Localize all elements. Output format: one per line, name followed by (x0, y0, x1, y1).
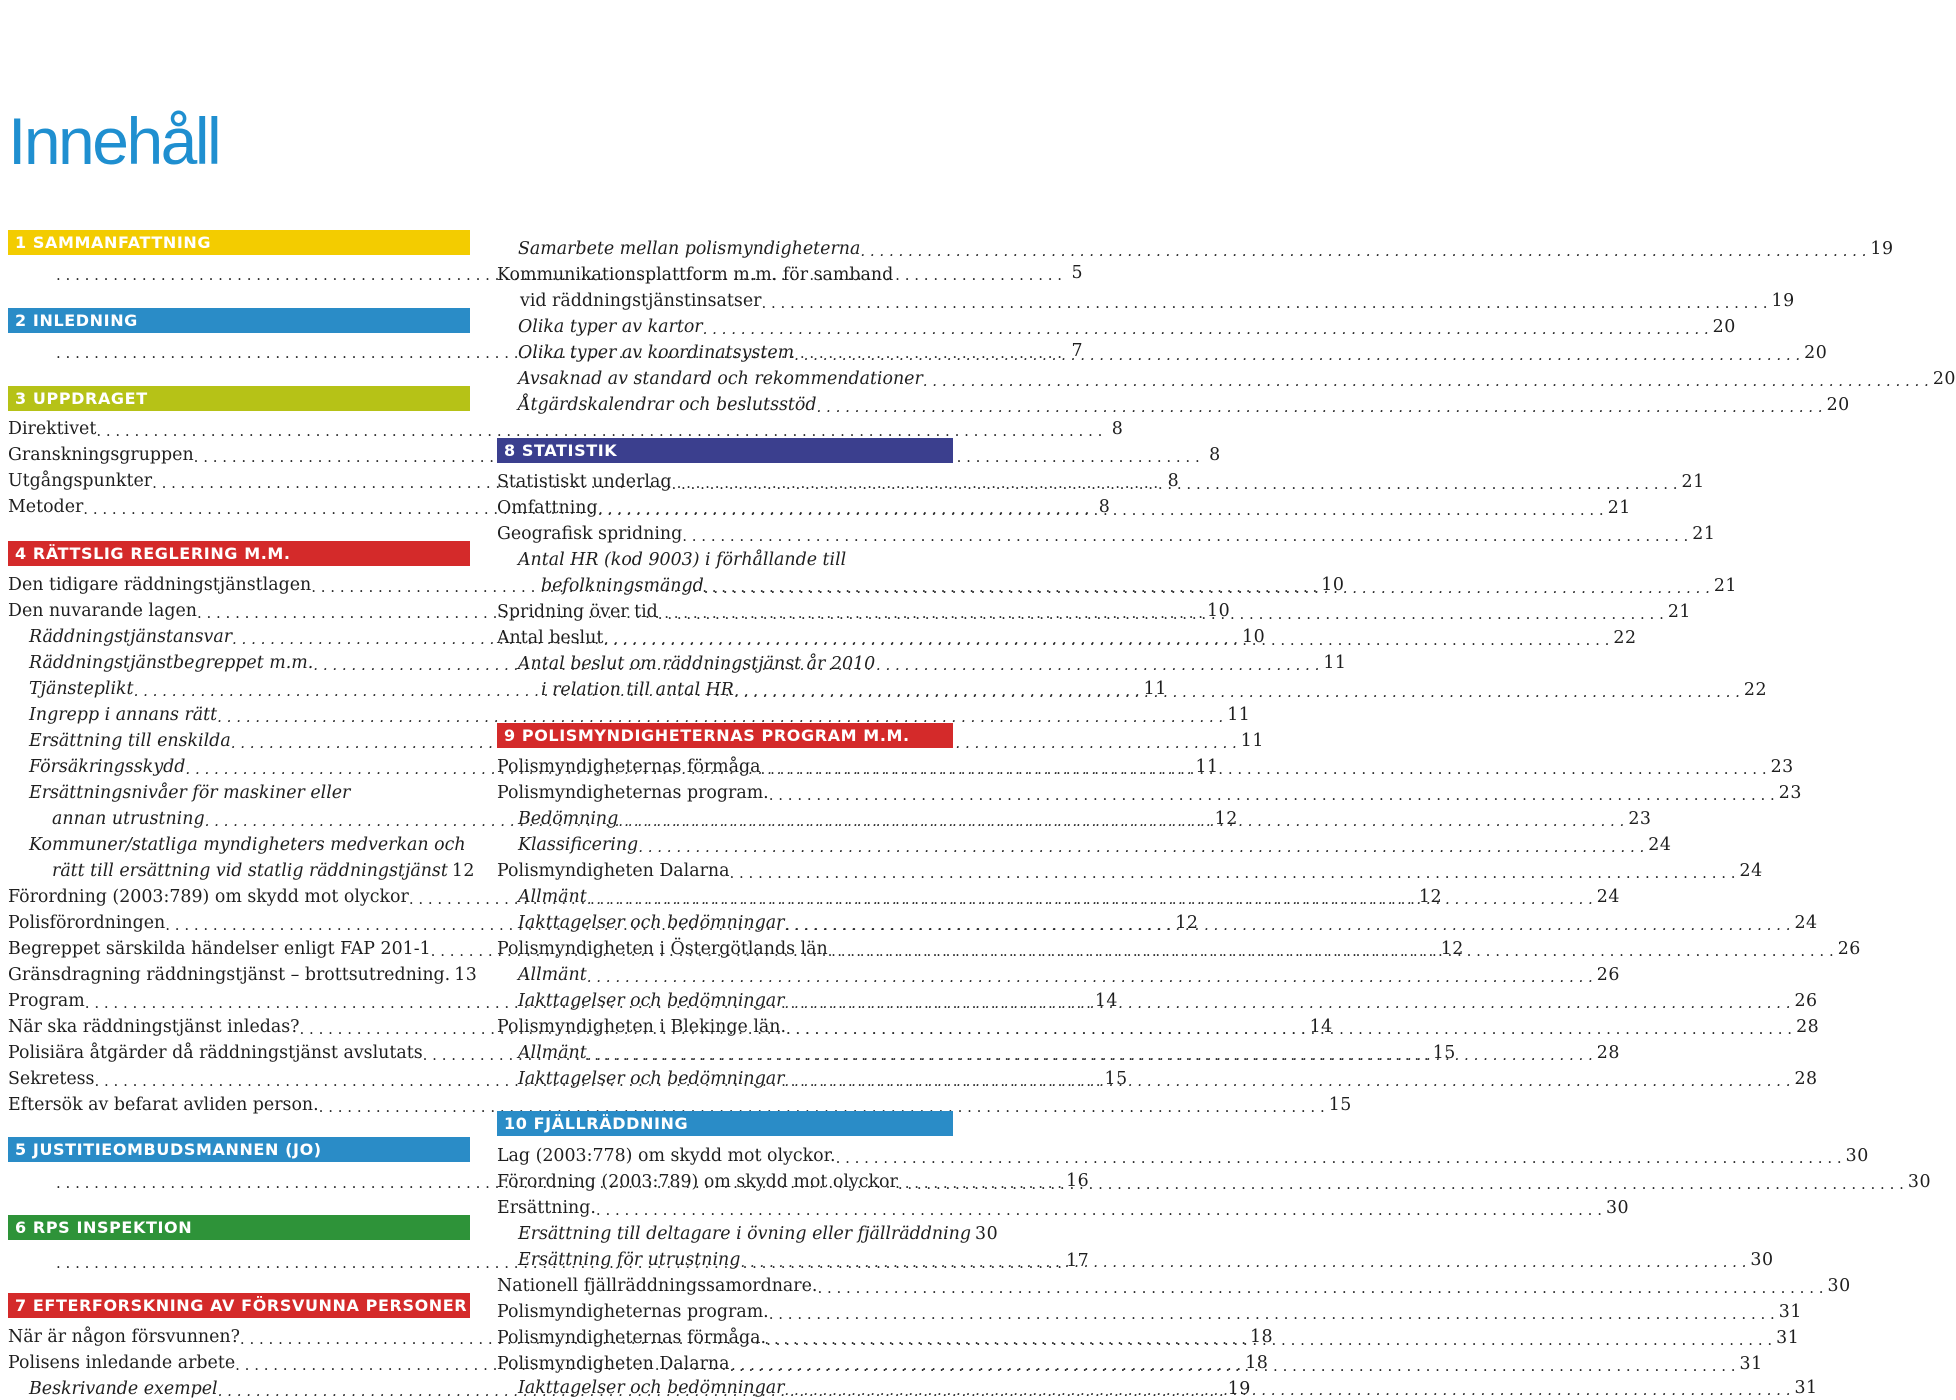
page-number: 30 (1605, 1198, 1630, 1218)
page-number: 30 (1750, 1250, 1774, 1270)
leader-dots (638, 838, 1644, 856)
leader-dots (587, 1046, 1593, 1064)
leader-dots (734, 683, 1740, 701)
entry-label: Polisförordningen (8, 913, 166, 933)
entry-label: Olika typer av kartor (518, 317, 703, 337)
entry-label: Försäkringsskydd (29, 757, 186, 777)
toc-entry[interactable] (497, 519, 1716, 545)
entry-label: När ska räddningstjänst inledas? (8, 1017, 300, 1037)
page-number: 12 (1440, 939, 1464, 959)
page-number: 12 (1418, 887, 1443, 907)
entry-label: Polismyndigheten i Östergötlands län (497, 939, 828, 959)
entry-label: Polismyndigheternas program. (497, 1302, 769, 1322)
section-heading-sammanfattning[interactable]: 1 SAMMANFATTNING (8, 230, 470, 255)
entry-label: Polisiära åtgärder då räddningstjänst avslutats (8, 1043, 423, 1063)
leader-dots (761, 760, 1767, 778)
entry-label: Beskrivande exempel (29, 1379, 218, 1399)
leader-dots (603, 631, 1609, 649)
page-number: 19 (1870, 239, 1894, 259)
leader-dots (704, 579, 1710, 597)
page-number: 22 (1743, 680, 1768, 700)
toc-subentry[interactable] (497, 312, 1736, 338)
toc-entry[interactable] (497, 856, 1763, 882)
leader-dots (794, 346, 1800, 364)
entry-label: Polismyndigheternas förmåga (497, 757, 761, 777)
leader-dots (587, 968, 1593, 986)
page-number: 24 (1794, 913, 1818, 933)
leader-dots (761, 294, 1767, 312)
page-number: 11 (1195, 757, 1219, 777)
leader-dots (598, 501, 1604, 519)
toc-subentry-line1[interactable]: Kommuner/statliga myndigheters medverkan och (29, 835, 466, 855)
page-number: 24 (1596, 887, 1620, 907)
section-heading-rps-inspektion[interactable]: 6 RPS INSPEKTION (8, 1215, 470, 1240)
page-number: 16 (1066, 1171, 1090, 1191)
leader-dots (860, 242, 1866, 260)
entry-label: Polismyndigheternas förmåga. (497, 1328, 767, 1348)
entry-label: Ersättning för utrustning (518, 1250, 741, 1270)
toc-entry[interactable] (497, 1297, 1802, 1323)
page-number: 30 (1845, 1146, 1869, 1166)
page-number: 15 (1432, 1043, 1456, 1063)
leader-dots (817, 398, 1823, 416)
toc-entry[interactable] (497, 1271, 1851, 1297)
page-number: 19 (1227, 1379, 1251, 1399)
toc-entry[interactable] (497, 286, 1795, 312)
page-title: Innehåll (8, 104, 220, 178)
leader-dots (769, 786, 1775, 804)
page-number: 11 (1323, 653, 1347, 673)
entry-label: Granskningsgruppen (8, 445, 194, 465)
leader-dots (784, 994, 1790, 1012)
toc-entry[interactable] (497, 778, 1802, 804)
leader-dots (596, 1201, 1602, 1219)
entry-label: i relation till antal HR (541, 680, 734, 700)
leader-dots (682, 527, 1688, 545)
page-number: 30 (1907, 1172, 1932, 1192)
page-number: 21 (1607, 498, 1631, 518)
page-number: 23 (1778, 783, 1802, 803)
entry-label: vid räddningstjänstinsatser (520, 291, 762, 311)
entry-label: Polisens inledande arbete (8, 1353, 236, 1373)
entry-label: Klassificering (518, 835, 639, 855)
page-number: 7 (1071, 341, 1084, 361)
page-number: 26 (1794, 991, 1818, 1011)
entry-label: rätt till ersättning vid statlig räddningstjänst (52, 861, 448, 881)
entry-label: Avsaknad av standard och rekommendationer (518, 369, 923, 389)
entry-label: Program (8, 991, 85, 1011)
toc-entry[interactable] (497, 1141, 1869, 1167)
page-number: 19 (1771, 291, 1795, 311)
toc-subentry[interactable] (497, 830, 1672, 856)
leader-dots (769, 1305, 1775, 1323)
leader-dots (817, 1279, 1823, 1297)
entry-label: Statistiskt underlag (497, 472, 672, 492)
page-number: 24 (1739, 861, 1763, 881)
leader-dots (618, 812, 1624, 830)
page-number: 28 (1596, 1043, 1620, 1063)
leader-dots (836, 1149, 1842, 1167)
page-number: 26 (1837, 939, 1861, 959)
entry-label: Polismyndigheternas program. (497, 783, 769, 803)
page-number: 20 (1932, 369, 1956, 389)
entry-label: Geografisk spridning (497, 524, 683, 544)
page-number: 31 (1739, 1354, 1763, 1374)
leader-dots (923, 372, 1929, 390)
toc-subentry[interactable] (497, 338, 1828, 364)
entry-label: Polismyndigheten i Blekinge län. (497, 1017, 786, 1037)
page-number: 18 (1249, 1327, 1274, 1347)
entry-label: Räddningstjänstansvar (29, 627, 233, 647)
page-number: 15 (1104, 1069, 1128, 1089)
entry-label: Spridning över tid (497, 602, 658, 622)
leader-dots (784, 1381, 1790, 1399)
toc-subentry[interactable] (497, 390, 1850, 416)
leader-dots (729, 1357, 1735, 1375)
page-number: 28 (1796, 1017, 1820, 1037)
toc-subentry[interactable] (8, 700, 1251, 726)
toc-entry[interactable] (8, 960, 478, 986)
toc-subentry[interactable] (497, 960, 1620, 986)
page-number: 10 (1207, 601, 1231, 621)
toc-subentry-line1[interactable]: Ersättningsnivåer för maskiner eller (29, 783, 351, 803)
toc-entry[interactable] (497, 1193, 1630, 1219)
entry-label: Metoder (8, 497, 84, 517)
page-number: 21 (1713, 576, 1737, 596)
page-number: 10 (1321, 575, 1345, 595)
entry-label: Åtgärdskalendrar och beslutsstöd (518, 395, 817, 415)
section-heading-polismyndigheternas-program[interactable]: 9 POLISMYNDIGHETERNAS PROGRAM M.M. (497, 723, 953, 748)
entry-label: Utgångspunkter (8, 471, 153, 491)
section-heading-inledning[interactable]: 2 INLEDNING (8, 308, 470, 333)
page-number: 24 (1648, 835, 1672, 855)
entry-label: Sekretess (8, 1069, 95, 1089)
entry-label: Gränsdragning räddningstjänst – brottsutredning. (8, 965, 451, 985)
entry-label: Den tidigare räddningstjänstlagen (8, 575, 312, 595)
leader-dots (784, 1072, 1790, 1090)
toc-subentry-line1[interactable]: Antal beslut om räddningstjänst år 2010 (518, 654, 876, 674)
entry-label: Iakttagelser och bedömningar (518, 1378, 785, 1398)
toc-entry[interactable] (8, 1090, 1352, 1116)
page-number: 17 (1066, 1251, 1090, 1271)
entry-label: Lag (2003:778) om skydd mot olyckor. (497, 1146, 836, 1166)
page-number: 21 (1667, 602, 1691, 622)
page-number: 22 (1613, 628, 1637, 648)
leader-dots (703, 320, 1709, 338)
leader-dots (740, 1253, 1746, 1271)
entry-label: befolkningsmängd (541, 576, 704, 596)
page-number: 31 (1776, 1328, 1800, 1348)
entry-label: Omfattning (497, 498, 598, 518)
leader-dots (658, 605, 1664, 623)
page-number: 15 (1328, 1095, 1352, 1115)
toc-entry[interactable] (497, 467, 1705, 493)
section-heading-rattslig-reglering[interactable]: 4 RÄTTSLIG REGLERING M.M. (8, 541, 470, 566)
leader-dots (898, 1175, 1904, 1193)
page-number: 23 (1628, 809, 1652, 829)
entry-label: Samarbete mellan polismyndigheterna (518, 239, 861, 259)
page-number: 21 (1692, 524, 1716, 544)
page-number: 18 (1245, 1353, 1269, 1373)
entry-label: Allmänt (518, 965, 587, 985)
entry-label: Eftersök av befarat avliden person. (8, 1095, 319, 1115)
toc-entry-line1[interactable]: Kommunikationsplattform m.m. för samband (497, 265, 894, 285)
entry-label: Ersättning. (497, 1198, 596, 1218)
entry-label: Olika typer av koordinatsystem (518, 343, 795, 363)
entry-label: Bedömning (518, 809, 619, 829)
page-number: 8 (1098, 497, 1111, 517)
page-number: 8 (1209, 445, 1221, 465)
leader-dots (587, 890, 1593, 908)
page-number: 31 (1794, 1378, 1818, 1398)
page-number: 26 (1596, 965, 1620, 985)
entry-label: Den nuvarande lagen (8, 601, 197, 621)
entry-label: Tjänsteplikt (29, 679, 134, 699)
section-heading-statistik[interactable]: 8 STATISTIK (497, 438, 953, 463)
leader-dots (786, 1020, 1792, 1038)
page-number: 14 (1309, 1017, 1333, 1037)
leader-dots (828, 942, 1834, 960)
toc-subentry[interactable] (497, 234, 1894, 260)
entry-label: Antal beslut (497, 628, 604, 648)
leader-dots (729, 864, 1735, 882)
page-number: 20 (1826, 395, 1850, 415)
page-number: 21 (1681, 472, 1705, 492)
entry-label: Begreppet särskilda händelser enligt FAP 201-1 (8, 939, 431, 959)
entry-label: Allmänt (518, 1043, 587, 1063)
entry-label: Polismyndigheten Dalarna (497, 861, 730, 881)
toc-entry[interactable] (8, 414, 1124, 440)
page-number: 28 (1794, 1069, 1818, 1089)
entry-label: Ingrepp i annans rätt (29, 705, 218, 725)
entry-label: Förordning (2003:789) om skydd mot olyckor (497, 1172, 898, 1192)
toc-subentry[interactable] (497, 1219, 999, 1245)
page-number: 8 (1167, 471, 1180, 491)
page-number: 14 (1094, 991, 1118, 1011)
entry-label: Iakttagelser och bedömningar (518, 913, 785, 933)
page-number: 12 (451, 861, 475, 881)
page-number: 23 (1770, 757, 1794, 777)
page-number: 31 (1778, 1302, 1802, 1322)
entry-label: När är någon försvunnen? (8, 1327, 240, 1347)
entry-label: Iakttagelser och bedömningar (518, 991, 785, 1011)
toc-entry[interactable] (497, 493, 1631, 519)
section-heading-fjallraddning[interactable]: 10 FJÄLLRÄDDNING (497, 1111, 953, 1136)
page-number: 13 (454, 965, 478, 985)
entry-label: Allmänt (518, 887, 587, 907)
toc-subentry[interactable] (8, 856, 475, 882)
leader-dots (784, 916, 1790, 934)
section-heading-efterforskning[interactable]: 7 EFTERFORSKNING AV FÖRSVUNNA PERSONER (8, 1293, 470, 1318)
page-number: 11 (1227, 705, 1251, 725)
page-number: 30 (975, 1224, 999, 1244)
page-number: 20 (1804, 343, 1828, 363)
page-number: 5 (1071, 263, 1084, 283)
page-number: 12 (1214, 809, 1238, 829)
entry-label: Ersättning till deltagare i övning eller fjällräddning (518, 1224, 971, 1244)
page-number: 8 (1111, 419, 1124, 439)
page-number: 30 (1827, 1276, 1851, 1296)
entry-label: annan utrustning (52, 809, 205, 829)
entry-label: Direktivet (8, 419, 97, 439)
entry-label: Nationell fjällräddningssamordnare. (497, 1276, 818, 1296)
page-number: 11 (1143, 679, 1167, 699)
toc-subentry-line1[interactable]: Antal HR (kod 9003) i förhållande till (518, 550, 847, 570)
leader-dots (671, 475, 1677, 493)
section-heading-justitieombudsmannen[interactable]: 5 JUSTITIEOMBUDSMANNEN (JO) (8, 1137, 470, 1162)
entry-label: Ersättning till enskilda (29, 731, 231, 751)
section-heading-uppdraget[interactable]: 3 UPPDRAGET (8, 386, 470, 411)
toc-subentry[interactable] (497, 364, 1956, 390)
entry-label: Polismyndigheten Dalarna (497, 1354, 730, 1374)
page-number: 11 (1240, 731, 1264, 751)
entry-label: Iakttagelser och bedömningar (518, 1069, 785, 1089)
entry-label: Förordning (2003:789) om skydd mot olyckor (8, 887, 409, 907)
page-number: 10 (1242, 627, 1266, 647)
page-number: 12 (1175, 913, 1199, 933)
page-number: 20 (1712, 317, 1736, 337)
entry-label: Räddningstjänstbegreppet m.m. (29, 653, 314, 673)
leader-dots (766, 1331, 1772, 1349)
